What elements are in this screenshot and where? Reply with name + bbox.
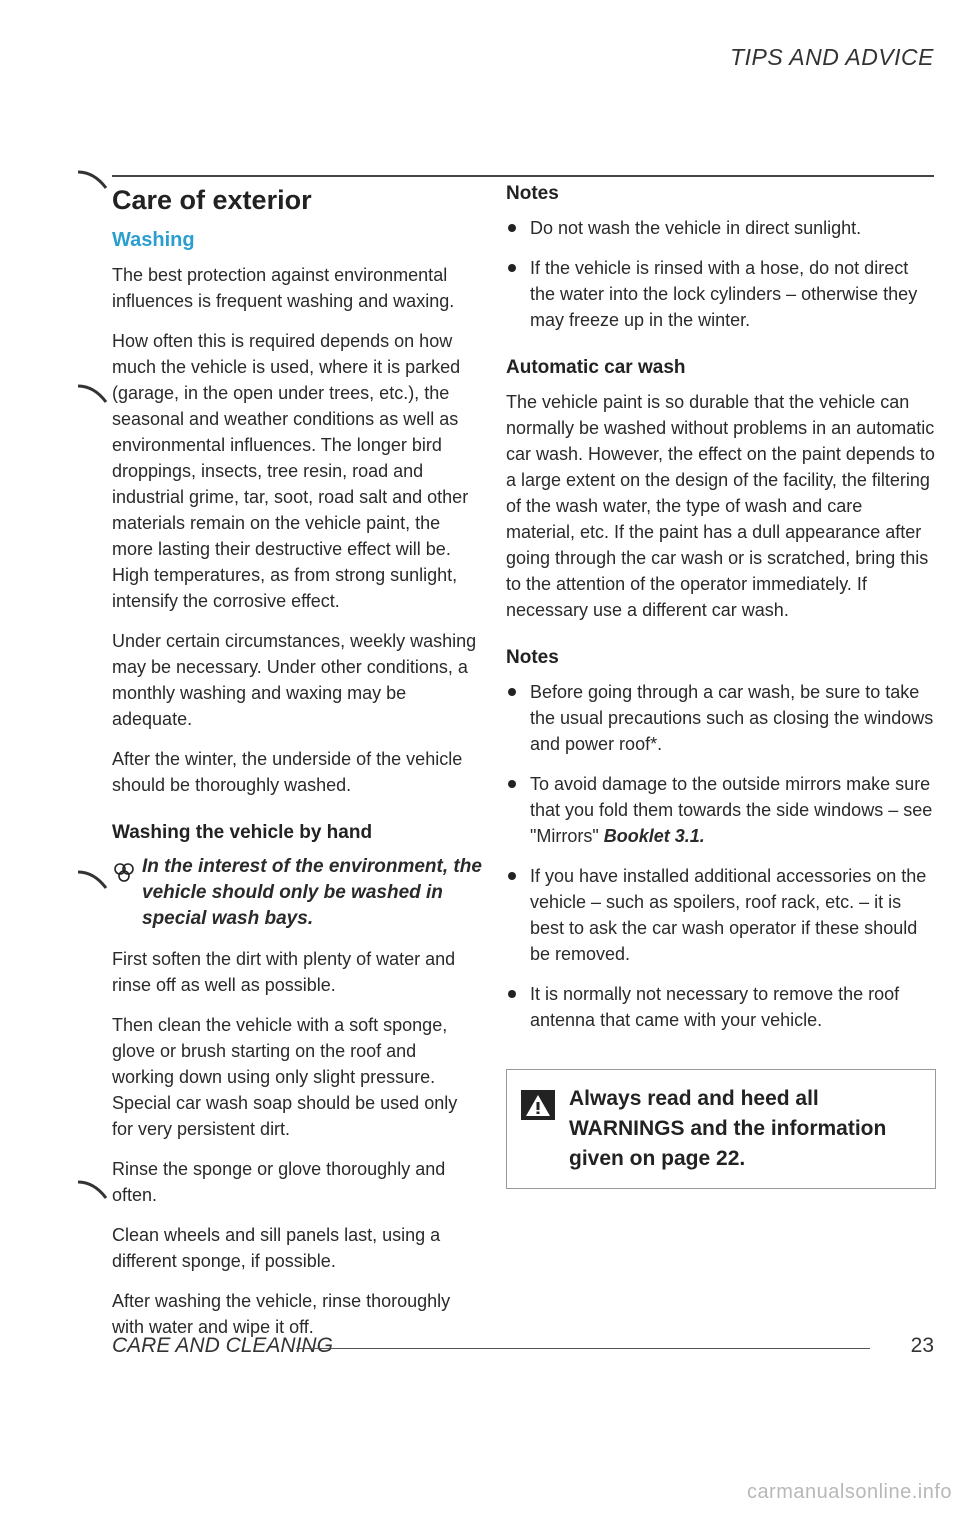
- paragraph: Then clean the vehicle with a soft sponge, glove or brush starting on the roof and working down using only slight pressure. Special car wash soap should be used only for very persistent dirt.: [112, 1015, 458, 1139]
- paragraph: The best protection against environmental influences is frequent washing and waxing.: [112, 265, 455, 311]
- list-item: [506, 771, 936, 849]
- header-rule: [112, 175, 934, 177]
- environment-note-text: In the interest of the environment, the vehicle should only be washed in special wash bays.: [142, 856, 482, 929]
- paragraph: Under certain circumstances, weekly washing may be necessary. Under other conditions, a monthly washing and waxing may be adequate.: [112, 631, 477, 729]
- corner-mark-icon: [76, 170, 110, 190]
- warning-box: [506, 1069, 936, 1189]
- footer-rule: [296, 1348, 870, 1349]
- notes-heading: Notes: [506, 183, 559, 204]
- paragraph: How often this is required depends on how much the vehicle is used, where it is parked (garage, in the open under trees, etc.), the seasonal and weather conditions as well as environmental influences. The longer bird droppings, insects, tree resin, road and industrial grime, tar, soot, road salt and other materials remain on the vehicle paint, the more lasting their destructive effect will be. High temperatures, as from strong sunlight, intensify the corrosive effect.: [112, 331, 469, 611]
- paragraph: First soften the dirt with plenty of water and rinse off as well as possible.: [112, 949, 456, 995]
- notes-heading: Notes: [506, 647, 559, 668]
- booklet-reference: Booklet 3.1.: [603, 826, 705, 846]
- paragraph: After washing the vehicle, rinse thoroughly with water and wipe it off.: [112, 1291, 451, 1337]
- right-column: [506, 183, 936, 1189]
- environment-icon: [112, 860, 136, 884]
- corner-mark-icon: [76, 1180, 110, 1200]
- paragraph: The vehicle paint is so durable that the vehicle can normally be washed without problems in an automatic car wash. However, the effect on the paint depends to a large extent on the design of the facility, the filtering of the wash water, the type of wash and care material, etc. If the paint has a dull appearance after going through the car wash or is scratched, bring this to the attention of the operator immediately. If necessary use a different car wash.: [506, 392, 935, 620]
- paragraph: After the winter, the underside of the vehicle should be thoroughly washed.: [112, 749, 463, 795]
- hand-wash-heading: Washing the vehicle by hand: [112, 822, 373, 843]
- environment-note: [112, 854, 482, 932]
- list-item-text: To avoid damage to the outside mirrors make sure that you fold them towards the side windows – see "Mirrors": [530, 774, 933, 846]
- corner-mark-icon: [76, 870, 110, 890]
- page-title: Care of exterior: [112, 185, 312, 215]
- list-item: Do not wash the vehicle in direct sunlight.: [506, 215, 936, 241]
- paragraph: Clean wheels and sill panels last, using a different sponge, if possible.: [112, 1225, 441, 1271]
- warning-icon: [521, 1090, 555, 1120]
- corner-mark-icon: [76, 384, 110, 404]
- washing-heading: Washing: [112, 229, 195, 251]
- warning-text: Always read and heed all WARNINGS and the information given on page 22.: [569, 1087, 887, 1170]
- watermark: carmanualsonline.info: [746, 1481, 952, 1503]
- page-number: 23: [910, 1334, 934, 1357]
- list-item: It is normally not necessary to remove the roof antenna that came with your vehicle.: [506, 981, 936, 1033]
- automatic-car-wash-heading: Automatic car wash: [506, 357, 686, 378]
- list-item: If the vehicle is rinsed with a hose, do not direct the water into the lock cylinders – otherwise they may freeze up in the winter.: [506, 255, 936, 333]
- section-header: TIPS AND ADVICE: [730, 44, 934, 70]
- left-column: [112, 183, 482, 1354]
- list-item: Before going through a car wash, be sure to take the usual precautions such as closing the windows and power roof*.: [506, 679, 936, 757]
- list-item: If you have installed additional accessories on the vehicle – such as spoilers, roof rack, etc. – it is best to ask the car wash operator if these should be removed.: [506, 863, 936, 967]
- chapter-label: CARE AND CLEANING: [112, 1334, 333, 1357]
- paragraph: Rinse the sponge or glove thoroughly and often.: [112, 1159, 446, 1205]
